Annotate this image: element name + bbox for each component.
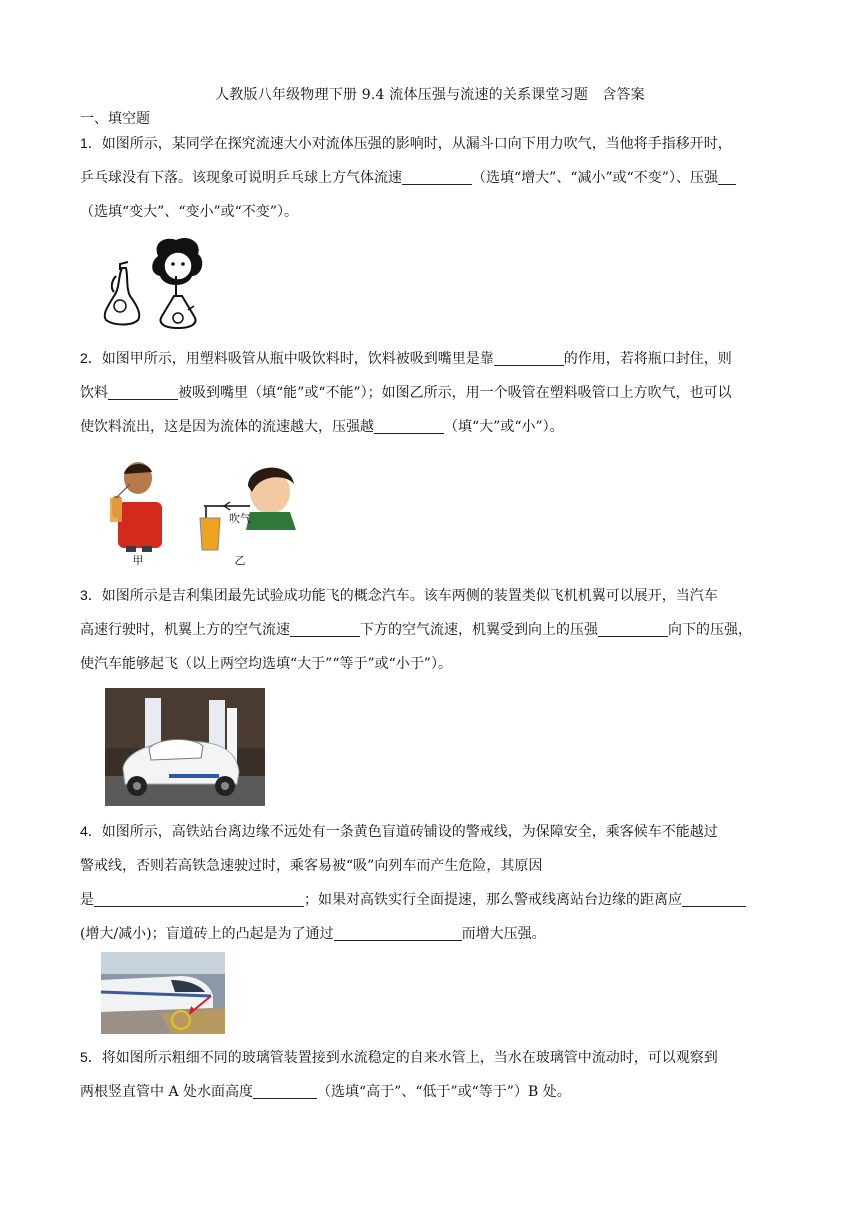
question-text: 高速行驶时，机翼上方的空气流速 [80, 622, 290, 638]
question-text: 如图所示，高铁站台离边缘不远处有一条黄色盲道砖铺设的警戒线，为保障安全，乘客候车不能越过 [101, 824, 718, 840]
question-text: 两根竖直管中 A 处水面高度 [80, 1084, 254, 1100]
high-speed-train-photo [101, 952, 225, 1034]
question-text: （填“大”或“小”）。 [444, 419, 564, 435]
question-text: (增大/减小)；盲道砖上的凸起是为了通过 [80, 926, 334, 942]
question-text: 警戒线，否则若高铁急速驶过时，乘客易被“吸”向列车而产生危险，其原因 [80, 858, 543, 874]
question-text: 乒乓球没有下落。该现象可说明乒乓球上方气体流速 [80, 170, 402, 186]
answer-blank[interactable] [94, 890, 304, 907]
question-4 [80, 814, 780, 951]
figure-label-jia: 甲 [132, 554, 144, 567]
question-3 [80, 578, 780, 681]
question-text: 使饮料流出，这是因为流体的流速越大，压强越 [80, 419, 374, 435]
question-text: ；如果对高铁实行全面提速，那么警戒线离站台边缘的距离应 [304, 892, 682, 908]
flying-car-photo [105, 688, 265, 806]
question-2 [80, 341, 780, 444]
answer-blank[interactable] [494, 349, 564, 366]
question-text: 如图所示是吉利集团最先试验成功能飞的概念汽车。该车两侧的装置类似飞机机翼可以展开，当汽车 [101, 588, 718, 604]
answer-blank[interactable] [290, 620, 360, 637]
answer-blank[interactable] [334, 924, 462, 941]
answer-blank[interactable] [598, 620, 668, 637]
answer-blank[interactable] [682, 890, 746, 907]
question-number: 2． [80, 350, 102, 366]
question-text: 下方的空气流速，机翼受到向上的压强 [360, 622, 598, 638]
question-number: 5． [80, 1049, 102, 1065]
section-heading: 一、填空题 [80, 111, 150, 127]
question-text: 被吸到嘴里（填“能”或“不能”）；如图乙所示，用一个吸管在塑料吸管口上方吹气，也可以 [178, 385, 732, 401]
question-text: 使汽车能够起飞（以上两空均选填“大于”“等于”或“小于”）。 [80, 656, 452, 672]
question-text: 向下的压强， [668, 622, 752, 638]
answer-blank[interactable] [374, 417, 444, 434]
figure-label-yi: 乙 [234, 554, 246, 567]
question-text: （选填“增大”、“减小”或“不变”）、压强 [472, 170, 718, 186]
question-text: 饮料 [80, 385, 108, 401]
question-number: 3． [80, 587, 102, 603]
question-text: 如图所示，某同学在探究流速大小对流体压强的影响时，从漏斗口向下用力吹气，当他将手指移开时， [101, 136, 732, 152]
question-text: （选填“高于”、“低于”或“等于”）B 处。 [317, 1084, 571, 1100]
question-text: （选填“变大”、“变小”或“不变”）。 [80, 204, 298, 220]
straw-drinking-figure [100, 452, 300, 570]
funnel-experiment-figure [98, 236, 210, 332]
answer-blank[interactable] [108, 383, 178, 400]
question-text: 而增大压强。 [461, 926, 546, 942]
question-5 [80, 1040, 780, 1109]
question-number: 4． [80, 823, 102, 839]
question-text: 的作用，若将瓶口封住，则 [563, 351, 732, 367]
document-title: 人教版八年级物理下册 9.4 流体压强与流速的关系课堂习题 含答案 [215, 87, 645, 103]
question-number: 1． [80, 135, 102, 151]
question-text: 是 [80, 892, 94, 908]
answer-blank[interactable] [718, 168, 736, 185]
figure-label-blow: 吹气 [229, 512, 251, 525]
question-text: 将如图所示粗细不同的玻璃管装置接到水流稳定的自来水管上，当水在玻璃管中流动时，可以观察到 [101, 1050, 718, 1066]
question-1 [80, 126, 780, 229]
answer-blank[interactable] [402, 168, 472, 185]
answer-blank[interactable] [253, 1082, 317, 1099]
question-text: 如图甲所示，用塑料吸管从瓶中吸饮料时，饮料被吸到嘴里是靠 [101, 351, 494, 367]
